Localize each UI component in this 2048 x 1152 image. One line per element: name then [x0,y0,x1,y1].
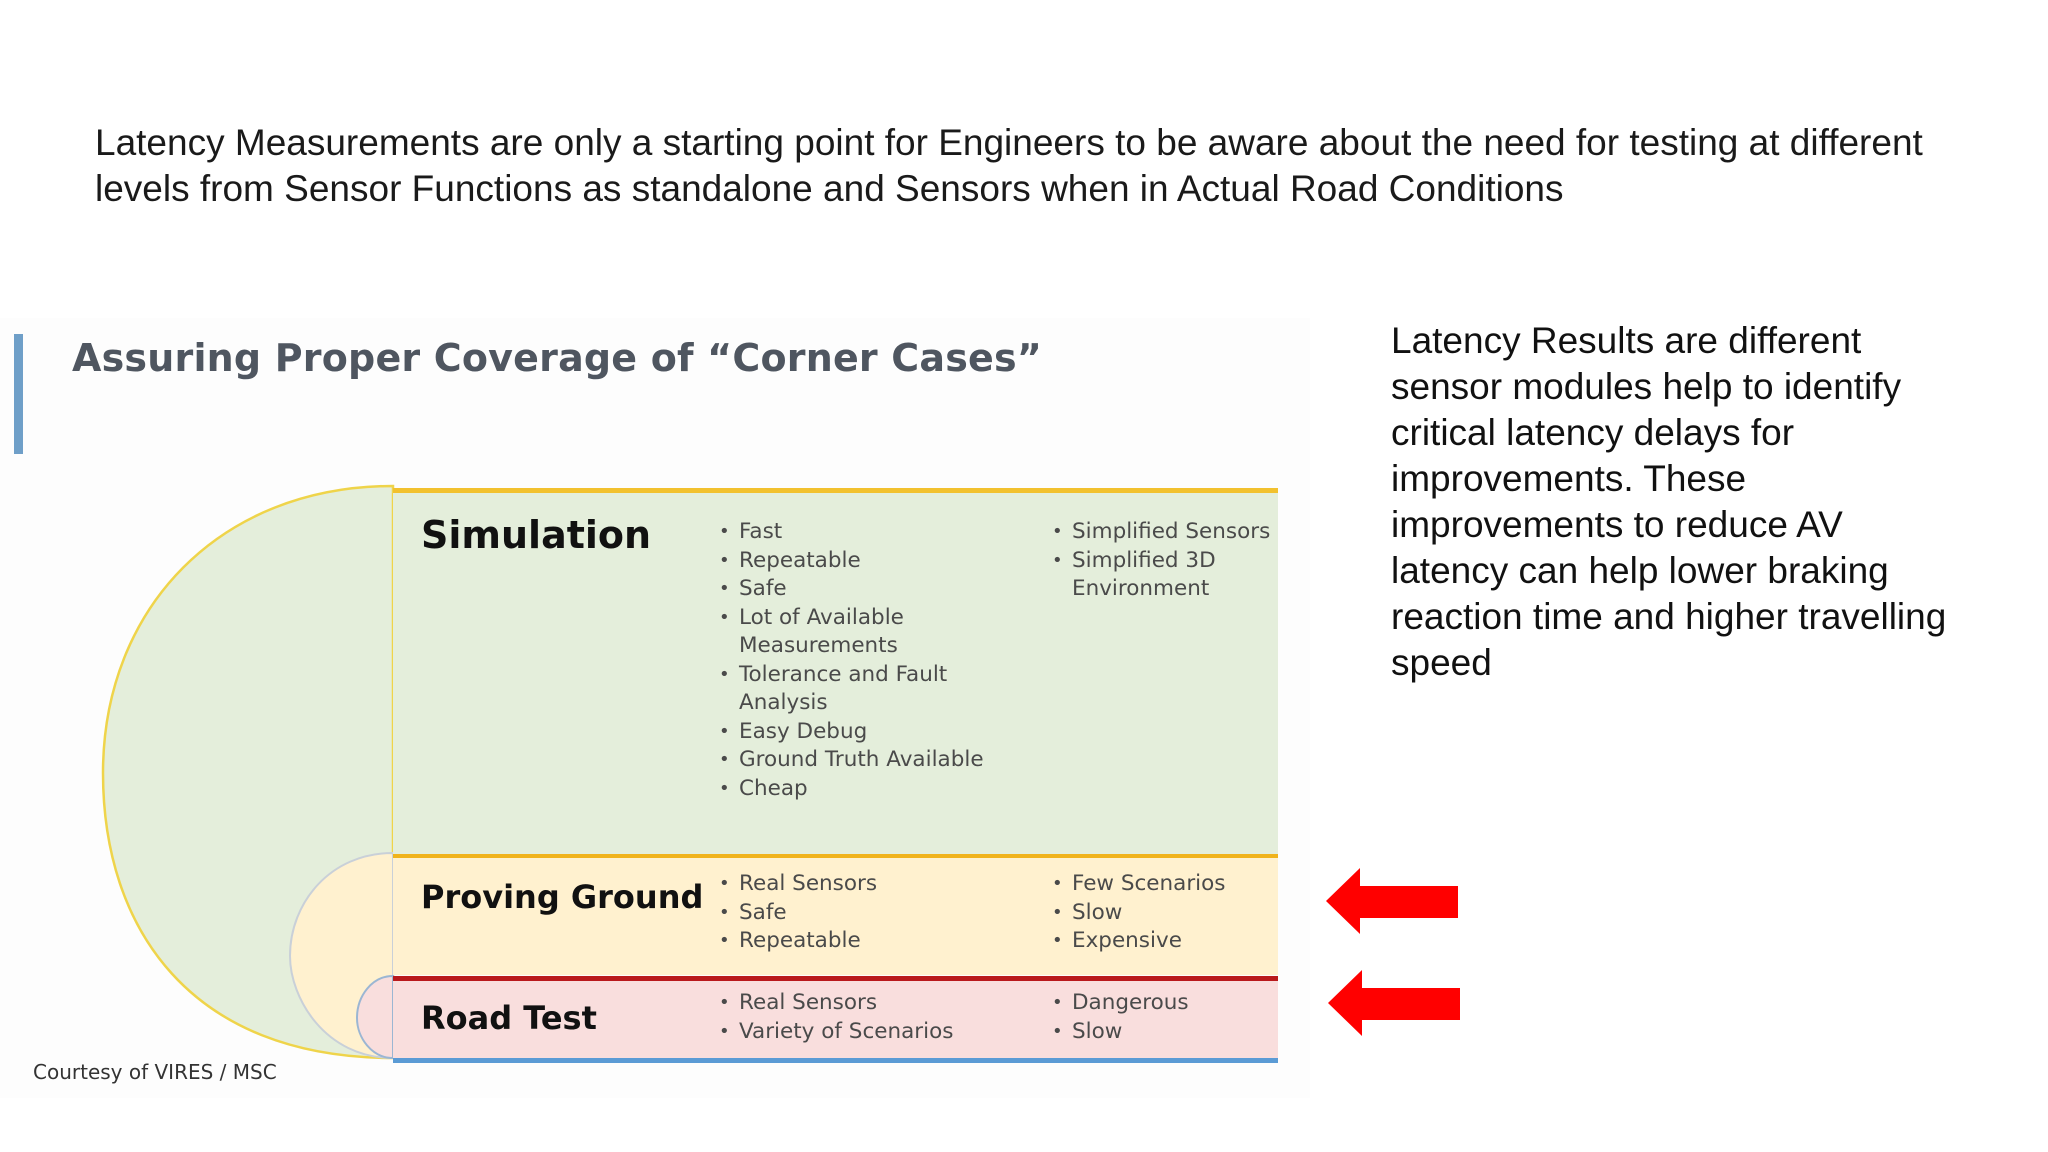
simulation-label: Simulation [421,513,652,557]
list-item: • Cheap [719,775,1009,804]
list-item: • Lot of Available Measurements [719,604,1009,661]
proving-ground-pros-list [719,870,1009,956]
list-item: • Variety of Scenarios [719,1018,1019,1047]
list-item: • Real Sensors [719,989,1019,1018]
list-item: • Safe [719,899,1009,928]
arrow-left-icon [1328,968,1462,1038]
figure-credit: Courtesy of VIRES / MSC [33,1060,277,1084]
road-test-cons-list [1052,989,1282,1046]
list-item: • Slow [1052,1018,1282,1047]
list-item: • Simplified Sensors [1052,518,1282,547]
proving-ground-cons-list [1052,870,1282,956]
simulation-cons-list [1052,518,1282,604]
intro-text: Latency Measurements are only a starting point for Engineers to be aware about the need for testing at different levels from Sensor Functions as standalone and Sensors when in Actual Road Conditions [95,122,1923,209]
figure-title: Assuring Proper Coverage of “Corner Cases” [72,336,1042,380]
list-item: • Simplified 3D Environment [1052,547,1282,604]
list-item: • Expensive [1052,927,1282,956]
list-item: • Easy Debug [719,718,1009,747]
arrow-left-icon [1326,866,1460,936]
proving-ground-band [393,854,1278,975]
coverage-figure [0,318,1310,1098]
list-item: • Fast [719,518,1009,547]
list-item: • Few Scenarios [1052,870,1282,899]
list-item: • Tolerance and Fault Analysis [719,661,1009,718]
list-item: • Dangerous [1052,989,1282,1018]
simulation-band [393,488,1278,861]
list-item: • Real Sensors [719,870,1009,899]
road-test-pros-list [719,989,1019,1046]
list-item: • Slow [1052,899,1282,928]
road-test-band [393,976,1278,1063]
list-item: • Repeatable [719,547,1009,576]
proving-ground-label: Proving Ground [421,878,704,916]
list-item: • Repeatable [719,927,1009,956]
side-note-text: Latency Results are different sensor modules help to identify critical latency delays for improvements. These improvements to reduce AV latency can help lower braking reaction time and higher travelling speed [1391,320,1947,683]
road-test-label: Road Test [421,999,597,1037]
list-item: • Ground Truth Available [719,746,1009,775]
list-item: • Safe [719,575,1009,604]
simulation-pros-list [719,518,1009,803]
